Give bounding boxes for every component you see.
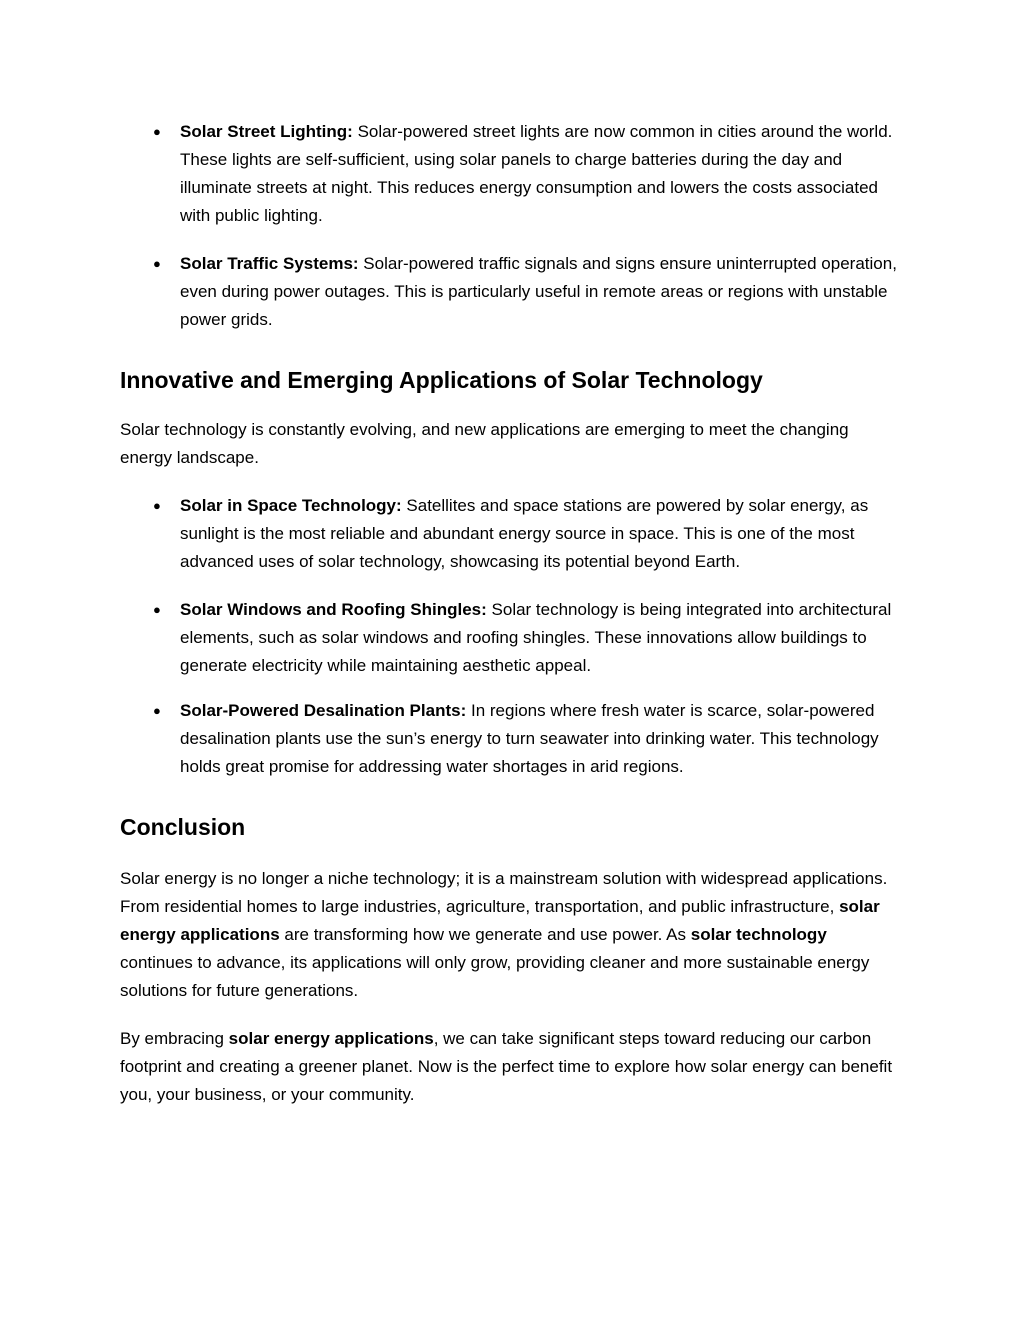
section-intro: Solar technology is constantly evolving, and new applications are emerging to meet the changing energy landscape. [120, 420, 849, 467]
list-item-title: Solar Street Lighting: [180, 122, 353, 141]
list-item-title: Solar-Powered Desalination Plants: [180, 701, 467, 720]
bullet-icon: ● [153, 602, 161, 617]
bullet-list-emerging-applications [120, 492, 900, 781]
bullet-icon: ● [153, 256, 161, 271]
list-item [120, 697, 900, 781]
conclusion-text: continues to advance, its applications will only grow, providing cleaner and more sustainable energy solutions for future generations. [120, 953, 870, 1000]
list-item-text: Solar technology is being integrated into architectural elements, such as solar windows and roofing shingles. These innovations allow buildings to generate electricity while maintaining aesthetic appeal. [180, 600, 892, 675]
conclusion-text: are transforming how we generate and use power. As [279, 925, 691, 944]
list-item-title: Solar in Space Technology: [180, 496, 402, 515]
list-item [120, 492, 900, 576]
list-item [120, 250, 900, 334]
bullet-list-public-infrastructure [120, 118, 900, 334]
list-item-text: In regions where fresh water is scarce, solar-powered desalination plants use the sun’s energy to turn seawater into drinking water. This technology holds great promise for addressing water shortages in arid regions. [180, 701, 879, 776]
document-page [120, 118, 900, 1109]
conclusion-text: , we can take significant steps toward reducing our carbon footprint and creating a greener planet. Now is the perfect time to explore how solar energy can benefit you, your business, or your community. [120, 1029, 893, 1104]
list-item-text: Solar-powered street lights are now common in cities around the world. These lights are self-sufficient, using solar panels to charge batteries during the day and illuminate streets at night. This reduces energy consumption and lowers the costs associated with public lighting. [180, 122, 893, 225]
conclusion-text: By embracing [120, 1029, 229, 1048]
list-item-title: Solar Traffic Systems: [180, 254, 359, 273]
conclusion-heading: Conclusion [120, 814, 246, 840]
keyword-solar-energy-applications: solar energy applications [228, 1029, 434, 1048]
keyword-solar-technology: solar technology [690, 925, 827, 944]
conclusion-text: Solar energy is no longer a niche technology; it is a mainstream solution with widespread applications. From residential homes to large industries, agriculture, transportation, and public infrastructure, [120, 869, 888, 916]
conclusion-paragraph-2 [120, 1025, 900, 1109]
list-item-text: Satellites and space stations are powered by solar energy, as sunlight is the most reliable and abundant energy source in space. This is one of the most advanced uses of solar technology, showcasing its potential beyond Earth. [180, 496, 869, 571]
list-item-text: Solar-powered traffic signals and signs ensure uninterrupted operation, even during power outages. This is particularly useful in remote areas or regions with unstable power grids. [180, 254, 897, 329]
bullet-icon: ● [153, 703, 161, 718]
keyword-solar-energy-applications: solar energy applications [120, 897, 880, 944]
list-item-title: Solar Windows and Roofing Shingles: [180, 600, 487, 619]
section-heading: Innovative and Emerging Applications of Solar Technology [120, 367, 763, 393]
conclusion-paragraph-1 [120, 865, 900, 1005]
list-item [120, 596, 900, 680]
bullet-icon: ● [153, 124, 161, 139]
list-item [120, 118, 900, 230]
bullet-icon: ● [153, 498, 161, 513]
